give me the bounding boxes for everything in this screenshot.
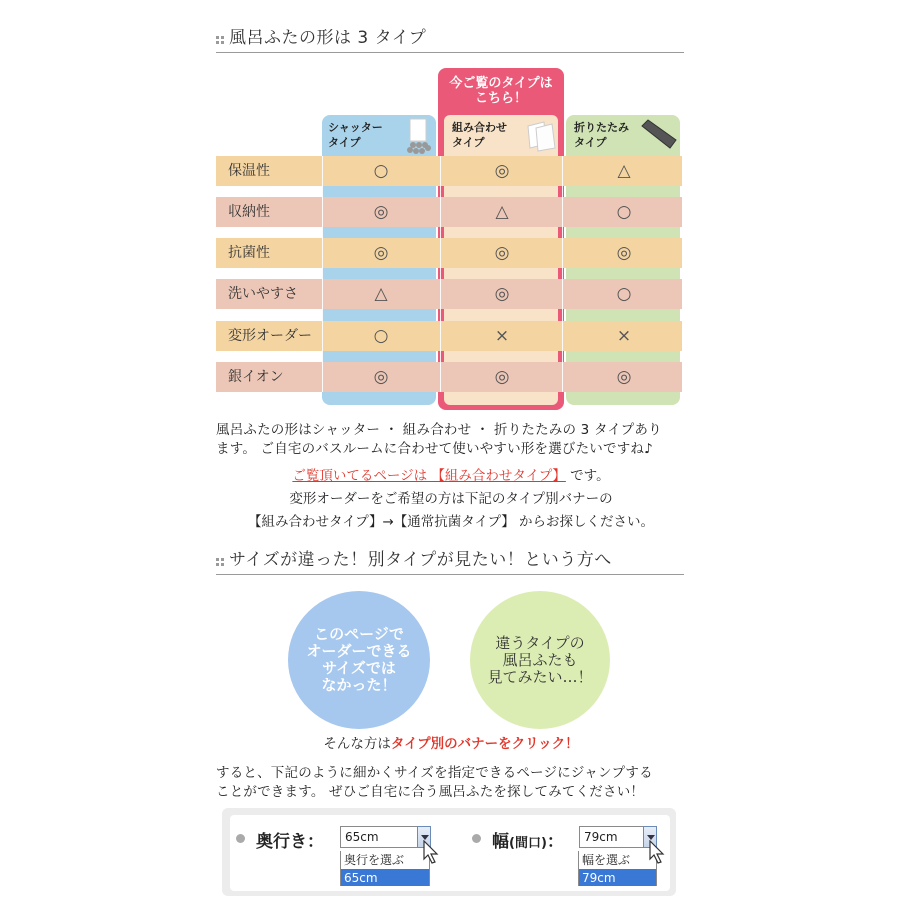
row-label: 変形オーダー xyxy=(228,328,312,344)
column-header-folding-line2: タイプ xyxy=(574,136,607,149)
dots-icon xyxy=(216,558,224,566)
table-cell: ◎ xyxy=(494,243,510,263)
bubble-line: このページで xyxy=(314,625,404,643)
width-label xyxy=(492,827,564,852)
bubble-size-not-available xyxy=(288,591,430,729)
table-cell: × xyxy=(616,326,632,346)
row-label: 銀イオン xyxy=(228,369,284,385)
mouse-cursor-icon xyxy=(648,840,666,866)
bubble-line: なかった！ xyxy=(321,676,397,694)
depth-option-selected[interactable]: 65cm xyxy=(340,869,430,886)
column-divider xyxy=(322,156,323,392)
width-label-main: 幅 xyxy=(492,832,509,852)
column-header-combination-line1: 組み合わせ xyxy=(452,121,507,134)
table-cell: ○ xyxy=(616,202,632,222)
bubble-line: サイズでは xyxy=(322,659,396,677)
order-guide-path: 【組み合わせタイプ】→【通常抗菌タイプ】 からお探しください。 xyxy=(247,514,655,530)
cta-line xyxy=(216,735,686,754)
column-header-shutter xyxy=(328,120,383,156)
width-option[interactable]: 幅を選ぶ xyxy=(578,851,657,869)
width-select[interactable]: 79cm xyxy=(579,826,657,848)
jump-text-line: ことができます。 ぜひご自宅に合う風呂ふたを探してみてください！ xyxy=(216,784,645,800)
table-cell: △ xyxy=(495,202,509,222)
table-cell: ◎ xyxy=(373,243,389,263)
combination-lid-icon xyxy=(522,120,558,154)
bubble-line: 風呂ふたも xyxy=(502,650,578,669)
table-cell: ◎ xyxy=(494,284,510,304)
column-divider xyxy=(440,156,441,392)
row-label: 収納性 xyxy=(228,204,270,220)
description-line: ます。 ご自宅のバスルームに合わせて使いやすい形を選びたいですね♪ xyxy=(216,441,653,457)
depth-select[interactable]: 65cm xyxy=(340,826,420,848)
bubble-line: 違うタイプの xyxy=(495,633,585,652)
table-cell: ◎ xyxy=(494,367,510,387)
width-label-sub: (間口) xyxy=(509,836,547,851)
width-option-selected[interactable]: 79cm xyxy=(578,869,657,886)
cta-prefix: そんな方は xyxy=(323,736,391,752)
table-cell: ○ xyxy=(373,161,389,181)
table-cell: ○ xyxy=(373,326,389,346)
column-header-combination xyxy=(452,120,507,156)
description-line: 風呂ふたの形はシャッター ・ 組み合わせ ・ 折りたたみの 3 タイプあり xyxy=(216,422,662,438)
featured-tag-line2: こちら！ xyxy=(474,91,527,106)
shutter-lid-icon xyxy=(404,117,434,157)
current-page-notice-suffix: です。 xyxy=(565,468,610,484)
section-header-types xyxy=(216,27,684,53)
bullet-icon xyxy=(472,834,481,843)
jump-text-line: すると、下記のように細かくサイズを指定できるページにジャンプする xyxy=(216,765,653,781)
depth-option[interactable]: 奥行を選ぶ xyxy=(340,851,430,869)
table-cell: ◎ xyxy=(616,367,632,387)
table-cell: ◎ xyxy=(616,243,632,263)
row-label: 洗いやすさ xyxy=(228,286,298,302)
table-cell: ◎ xyxy=(373,367,389,387)
row-label: 抗菌性 xyxy=(228,245,270,261)
column-header-combination-line2: タイプ xyxy=(452,136,485,149)
current-page-notice xyxy=(216,467,686,486)
table-cell: ◎ xyxy=(373,202,389,222)
section-title: サイズが違った！別タイプが見たい！という方へ xyxy=(229,550,612,570)
featured-tag xyxy=(440,76,562,106)
section-header-size xyxy=(216,549,684,575)
bullet-icon xyxy=(236,834,245,843)
depth-label: 奥行き： xyxy=(256,832,324,852)
column-divider xyxy=(562,156,563,392)
dots-icon xyxy=(216,36,224,44)
section-title: 風呂ふたの形は 3 タイプ xyxy=(229,28,427,48)
width-label-colon: ： xyxy=(546,832,564,852)
bubble-other-types xyxy=(470,591,610,729)
cta-highlight: タイプ別のバナーをクリック！ xyxy=(390,736,579,752)
column-header-folding xyxy=(574,120,629,156)
column-header-shutter-line1: シャッター xyxy=(328,121,383,134)
featured-tag-line1: 今ご覧のタイプは xyxy=(449,76,553,91)
column-header-folding-line1: 折りたたみ xyxy=(574,121,629,134)
row-label: 保温性 xyxy=(228,163,270,179)
folding-lid-icon xyxy=(640,118,678,154)
table-cell: △ xyxy=(617,161,631,181)
bubble-line: 見てみたい…！ xyxy=(487,667,593,686)
column-header-shutter-line2: タイプ xyxy=(328,136,361,149)
bubble-line: オーダーできる xyxy=(306,642,412,660)
table-cell: ◎ xyxy=(494,161,510,181)
current-page-notice-text: ご覧頂いてるページは 【組み合わせタイプ】 xyxy=(292,468,566,484)
table-cell: △ xyxy=(374,284,388,304)
order-guide-line: 変形オーダーをご希望の方は下記のタイプ別バナーの xyxy=(289,491,613,507)
table-cell: ○ xyxy=(616,284,632,304)
table-cell: × xyxy=(494,326,510,346)
mouse-cursor-icon xyxy=(422,840,440,866)
